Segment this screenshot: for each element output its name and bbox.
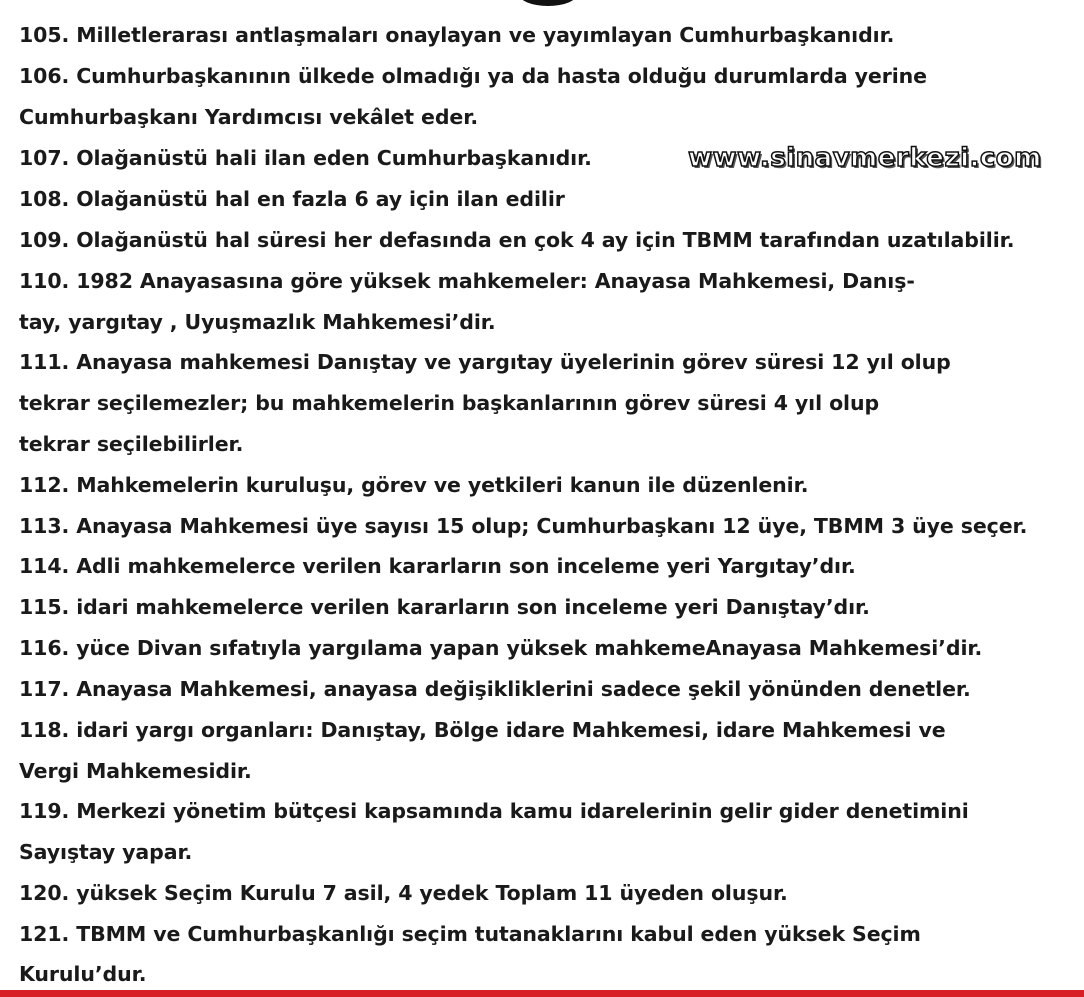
- text-line: Sayıştay yapar.: [19, 840, 193, 864]
- top-edge-mark: [518, 0, 578, 6]
- text-line: 106. Cumhurbaşkanının ülkede olmadığı ya da hasta olduğu durumlarda yerine: [19, 64, 927, 88]
- text-line: 112. Mahkemelerin kuruluşu, görev ve yetkileri kanun ile düzenlenir.: [19, 473, 809, 497]
- text-line: Kurulu’dur.: [19, 962, 147, 986]
- text-line: 118. idari yargı organları: Danıştay, Bölge idare Mahkemesi, idare Mahkemesi ve: [19, 718, 946, 742]
- text-line: 116. yüce Divan sıfatıyla yargılama yapan yüksek mahkemeAnayasa Mahkemesi’dir.: [19, 636, 983, 660]
- text-line: Vergi Mahkemesidir.: [19, 759, 252, 783]
- text-line: 119. Merkezi yönetim bütçesi kapsamında kamu idarelerinin gelir gider denetimini: [19, 799, 969, 823]
- text-line: 115. idari mahkemelerce verilen kararların son inceleme yeri Danıştay’dır.: [19, 595, 870, 619]
- text-line: 120. yüksek Seçim Kurulu 7 asil, 4 yedek Toplam 11 üyeden oluşur.: [19, 881, 788, 905]
- text-line: 105. Milletlerarası antlaşmaları onaylayan ve yayımlayan Cumhurbaşkanıdır.: [19, 23, 895, 47]
- text-line: 110. 1982 Anayasasına göre yüksek mahkemeler: Anayasa Mahkemesi, Danış-: [19, 269, 915, 293]
- text-line: tekrar seçilebilirler.: [19, 432, 244, 456]
- text-line: 113. Anayasa Mahkemesi üye sayısı 15 olup; Cumhurbaşkanı 12 üye, TBMM 3 üye seçer.: [19, 514, 1028, 538]
- text-line: 111. Anayasa mahkemesi Danıştay ve yargıtay üyelerinin görev süresi 12 yıl olup: [19, 350, 951, 374]
- text-line: 121. TBMM ve Cumhurbaşkanlığı seçim tutanaklarını kabul eden yüksek Seçim: [19, 922, 921, 946]
- watermark: www.sinavmerkezi.com: [688, 143, 1042, 173]
- bottom-accent-rule: [0, 990, 1084, 997]
- text-line: 107. Olağanüstü hali ilan eden Cumhurbaşkanıdır.: [19, 146, 592, 170]
- text-line: tekrar seçilemezler; bu mahkemelerin başkanlarının görev süresi 4 yıl olup: [19, 391, 880, 415]
- text-line: Cumhurbaşkanı Yardımcısı vekâlet eder.: [19, 105, 479, 129]
- text-line: tay, yargıtay , Uyuşmazlık Mahkemesi’dir.: [19, 310, 496, 334]
- text-line: 114. Adli mahkemelerce verilen kararların son inceleme yeri Yargıtay’dır.: [19, 554, 856, 578]
- text-line: 109. Olağanüstü hal süresi her defasında en çok 4 ay için TBMM tarafından uzatılabilir.: [19, 228, 1015, 252]
- text-line: 108. Olağanüstü hal en fazla 6 ay için ilan edilir: [19, 187, 565, 211]
- text-line: 117. Anayasa Mahkemesi, anayasa değişikliklerini sadece şekil yönünden denetler.: [19, 677, 971, 701]
